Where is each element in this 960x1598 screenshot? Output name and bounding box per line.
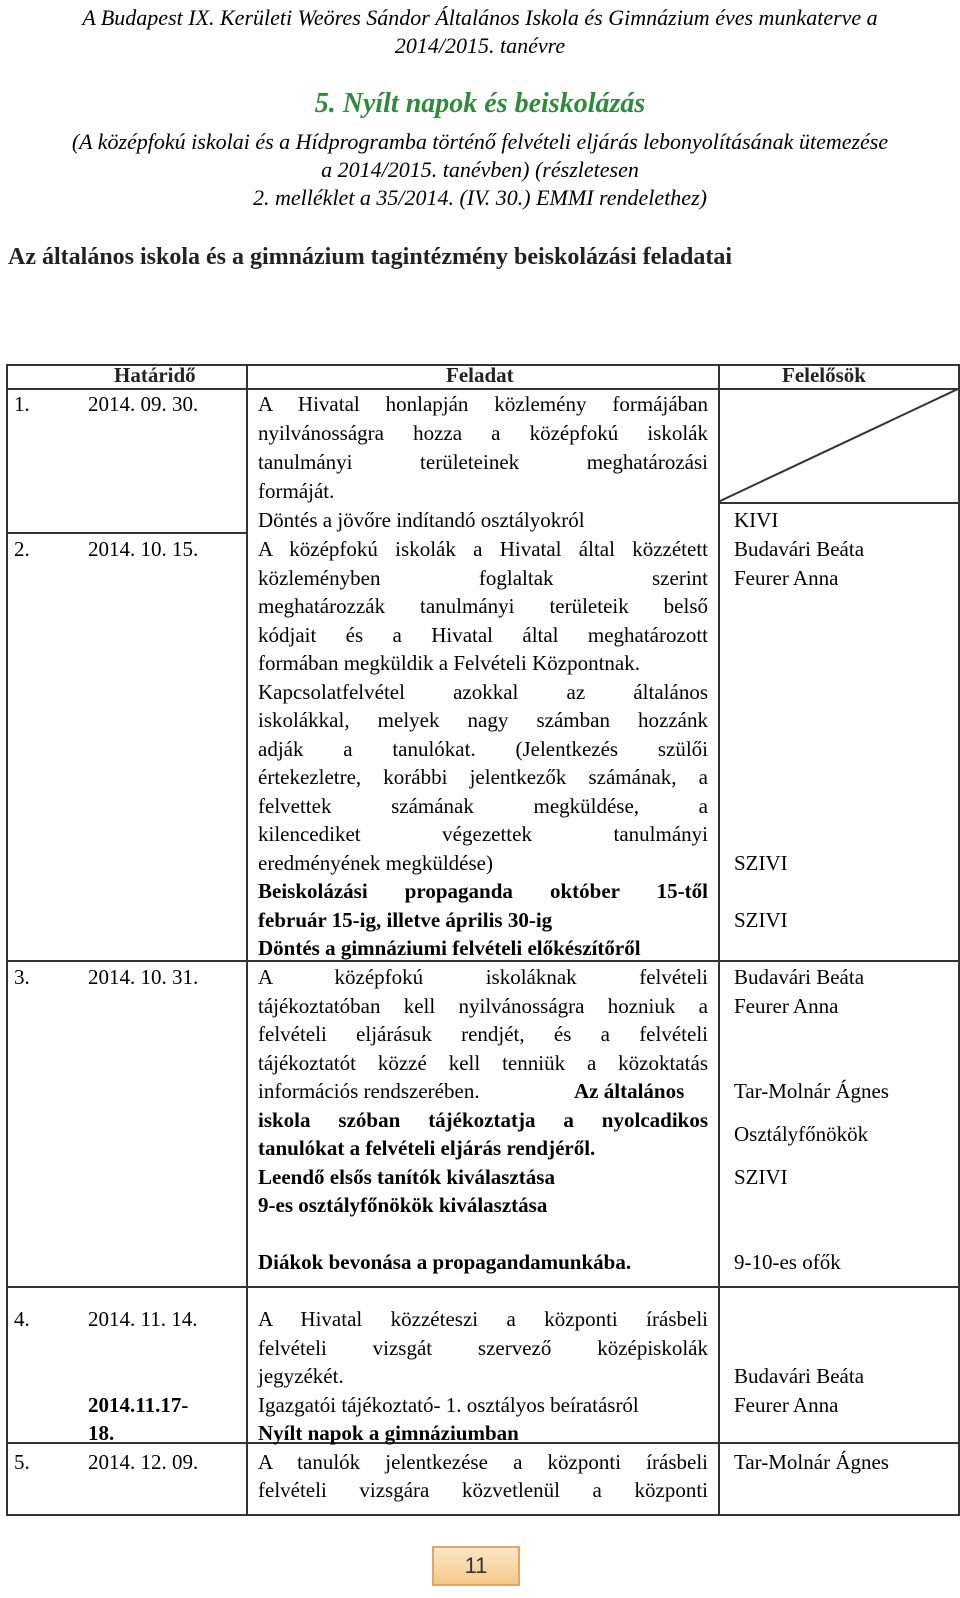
section-subtitle-3: 2. melléklet a 35/2014. (IV. 30.) EMMI rendelethez) — [253, 185, 707, 210]
section-subtitle-2: a 2014/2015. tanévben) (részletesen — [321, 157, 639, 182]
task-line: jegyzékét. — [258, 1364, 344, 1388]
responsible: 9-10-es ofők — [734, 1250, 841, 1274]
row-divider — [8, 960, 958, 962]
task-line-bold: Beiskolázási propaganda október 15-től — [258, 879, 708, 903]
task-line: formáját. — [258, 479, 335, 503]
task-line: formában megküldik a Felvételi Központnak. — [258, 651, 640, 675]
col-header-deadline: Határidő — [114, 363, 196, 387]
responsible: SZIVI — [734, 851, 788, 875]
task-line: információs rendszerében. — [258, 1079, 480, 1103]
row-date: 2014. 10. 31. — [88, 965, 199, 989]
row-number: 5. — [14, 1450, 30, 1474]
task-line: értekezletre, korábbi jelentkezők számának, a — [258, 765, 708, 789]
task-line: felvételi vizsgára közvetlenül a központi — [258, 1478, 708, 1502]
task-line-bold: Diákok bevonása a propagandamunkába. — [258, 1250, 632, 1274]
responsible: Feurer Anna — [734, 994, 839, 1018]
responsible: Tar-Molnár Ágnes — [734, 1079, 889, 1103]
header-line-1: A Budapest IX. Kerületi Weöres Sándor Általános Iskola és Gimnázium éves munkaterve a — [82, 5, 878, 30]
task-line-bold: Leendő elsős tanítók kiválasztása — [258, 1165, 555, 1189]
task-line: felvételi vizsgát szervező középiskolák — [258, 1336, 708, 1360]
row-date: 2014. 11. 14. — [88, 1307, 198, 1331]
task-line: közleményben foglaltak szerint — [258, 566, 708, 590]
task-line: Döntés a jövőre indítandó osztályokról — [258, 508, 585, 532]
diagonal-strike — [718, 388, 960, 502]
responsible: SZIVI — [734, 1165, 788, 1189]
row-date: 2014. 10. 15. — [88, 537, 199, 561]
task-line: tájékoztatót közzé kell tenniük a közoktatás — [258, 1051, 708, 1075]
task-line: A Hivatal közzéteszi a központi írásbeli — [258, 1307, 708, 1331]
row-number: 2. — [14, 537, 30, 561]
col-header-responsible: Felelősök — [782, 363, 866, 387]
responsible: SZIVI — [734, 908, 788, 932]
col-header-task: Feladat — [446, 363, 514, 387]
row-number: 3. — [14, 965, 30, 989]
responsible: Osztályfőnökök — [734, 1122, 869, 1146]
task-line: Igazgatói tájékoztató- 1. osztályos beíratásról — [258, 1393, 639, 1417]
row-divider — [718, 502, 958, 504]
responsible: KIVI — [734, 508, 779, 532]
row-date: 2014.11.17- — [88, 1393, 189, 1417]
task-line: A középfokú iskoláknak felvételi — [258, 965, 708, 989]
task-line-bold: Döntés a gimnáziumi felvételi előkészítőről — [258, 936, 641, 960]
task-line: adják a tanulókat. (Jelentkezés szülői — [258, 737, 708, 761]
task-line: felvettek számának megküldése, a — [258, 794, 708, 818]
section-subtitle-1: (A középfokú iskolai és a Hídprogramba történő felvételi eljárás lebonyolításának ütemezése — [71, 129, 889, 154]
row-date: 2014. 12. 09. — [88, 1450, 199, 1474]
task-line: felvételi eljárásuk rendjét, és a felvételi — [258, 1022, 708, 1046]
section-title: 5. Nyílt napok és beiskolázás — [314, 88, 646, 119]
task-line: kilencediket végezettek tanulmányi — [258, 822, 708, 846]
task-line-bold: Nyílt napok a gimnáziumban — [258, 1421, 519, 1445]
task-line-bold: február 15-ig, illetve április 30-ig — [258, 908, 553, 932]
task-line: A tanulók jelentkezése a központi írásbeli — [258, 1450, 708, 1474]
task-line-bold: tanulókat a felvételi eljárás rendjéről. — [258, 1136, 596, 1160]
col-divider — [246, 366, 248, 1514]
responsible: Feurer Anna — [734, 566, 839, 590]
task-line: nyilvánosságra hozza a középfokú iskolák — [258, 421, 708, 445]
row-date: 2014. 09. 30. — [88, 392, 199, 416]
task-line: eredményének megküldése) — [258, 851, 493, 875]
col-divider — [718, 366, 720, 1514]
row-date: 18. — [88, 1421, 115, 1445]
row-divider — [8, 532, 246, 534]
responsible: Budavári Beáta — [734, 537, 865, 561]
task-line: kódjait és a Hivatal által meghatározott — [258, 623, 708, 647]
task-line: A Hivatal honlapján közlemény formájában — [258, 392, 708, 416]
task-line: A középfokú iskolák a Hivatal által közzétett — [258, 537, 708, 561]
task-line-bold: Az általános — [574, 1079, 685, 1103]
responsible: Feurer Anna — [734, 1393, 839, 1417]
row-number: 4. — [14, 1307, 30, 1331]
task-line-bold: iskola szóban tájékoztatja a nyolcadikos — [258, 1108, 708, 1132]
row-divider — [8, 1286, 958, 1288]
task-line: meghatározzák tanulmányi területeik belső — [258, 594, 708, 618]
task-line-bold: 9-es osztályfőnökök kiválasztása — [258, 1193, 548, 1217]
responsible: Tar-Molnár Ágnes — [734, 1450, 889, 1474]
sub-heading: Az általános iskola és a gimnázium tagintézmény beiskolázási feladatai — [8, 244, 732, 270]
task-line: tájékoztatóban kell nyilvánosságra hozniuk a — [258, 994, 708, 1018]
page-number: 11 — [432, 1546, 520, 1586]
responsible: Budavári Beáta — [734, 965, 865, 989]
header-line-2: 2014/2015. tanévre — [394, 33, 566, 58]
responsible: Budavári Beáta — [734, 1364, 865, 1388]
schedule-table — [6, 364, 960, 1516]
task-line: iskolákkal, melyek nagy számban hozzánk — [258, 708, 708, 732]
row-number: 1. — [14, 392, 30, 416]
task-line: Kapcsolatfelvétel azokkal az általános — [258, 680, 708, 704]
task-line: tanulmányi területeinek meghatározási — [258, 450, 708, 474]
